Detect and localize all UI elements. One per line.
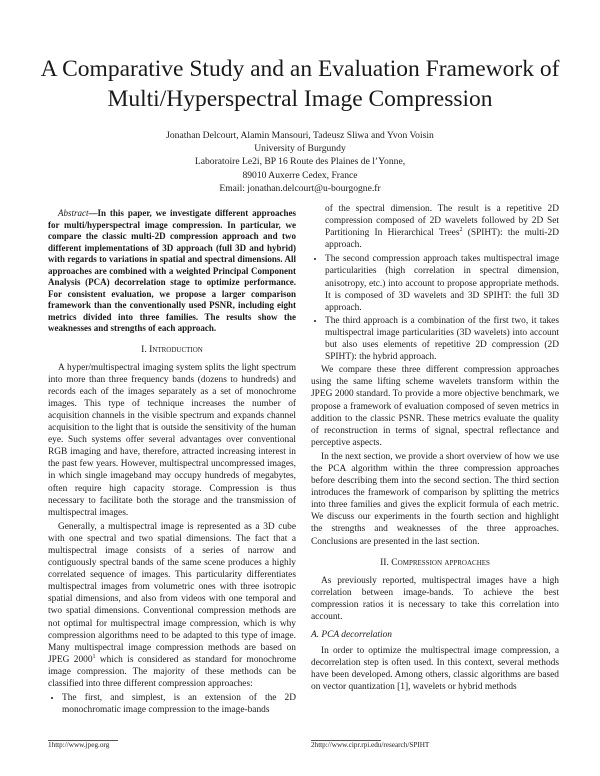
- intro-paragraph-1: A hyper/multispectral imaging system splits the light spectrum into more than three frequency bands (dozens to hundreds) and records each of the images separately as a set of monochrome images. This type of technique increases the number of acquisition channels in the visible spectrum and expands channel acquisition to the light that is outside the sensitivity of the human eye. Such systems offer several advantages over conventional RGB imaging and have, therefore, attracted increasing interest in the past few years. However, multispectral uncompressed images, in which single imageband may occupy hundreds of megabytes, often require high capacity storage. Compression is thus necessary to facilitate both the storage and the transmission of multispectral images.: [48, 362, 296, 518]
- affiliation-lab: Laboratoire Le2i, BP 16 Route des Plaines de l’Yonne,: [194, 156, 406, 168]
- intro-paragraph-2: [48, 521, 296, 690]
- intro-paragraph-4: In the next section, we provide a short overview of how we use the PCA algorithm within the three compression approaches before describing them into the second section. The third section introduces the framework of comparison by splitting the metrics into three families and gives the explicit formula of each metric. We discuss our experiments in the fourth section and highlight the strengths and weaknesses of the three approaches. Conclusions are presented in the last section.: [311, 451, 559, 547]
- author-names: Jonathan Delcourt, Alamin Mansouri, Tadeusz Sliwa and Yvon Voisin: [166, 130, 434, 141]
- footnote-marker-2: 2: [459, 227, 463, 234]
- author-email: Email: jonathan.delcourt@u-bourgogne.fr: [219, 182, 381, 194]
- intro-paragraph-2-text-b: which is considered as standard for monochrome image compression. The majority of these methods can be classified into three different compression approaches:: [48, 654, 297, 690]
- right-column: [311, 203, 559, 696]
- section-heading-compression: II. Compression approaches: [380, 556, 490, 568]
- intro-paragraph-3: We compare these three different compression approaches using the same lifting scheme wavelets transform within the JPEG 2000 standard. To provide a more objective benchmark, we propose a framework of evaluation composed of seven metrics in addition to the classic PSNR. These metrics evaluate the quality of reconstruction in terms of signal, spectral reflectance and perceptive aspects.: [311, 365, 559, 448]
- footnote-2: 2http://www.cipr.rpi.edu/research/SPIHT: [311, 741, 430, 749]
- approach-list-item-1-text-b: (SPIHT): the multi-2D approach.: [325, 228, 559, 251]
- author-block: [60, 129, 540, 195]
- paper-title: A Comparative Study and an Evaluation Framework of Multi/Hyperspectral Image Compression: [40, 56, 560, 112]
- section-heading-introduction: I. Introduction: [141, 343, 203, 355]
- abstract: Abstract—In this paper, we investigate different approaches for multi/hyperspectral image compression. In particular, we compare the classic multi-2D compression approach and two different implementations of 3D approach (full 3D and hybrid) with regards to variations in spatial and spectral dimensions. All approaches are combined with a weighted Principal Component Analysis (PCA) decorrelation stage to optimize performance. For consistent evaluation, we propose a larger comparison framework than the conventionally used PSNR, including eight metrics divided into three families. The results show the weaknesses and strengths of each approach.: [48, 208, 296, 333]
- footnote-left: [48, 740, 296, 750]
- affiliation-city: 89010 Auxerre Cedex, France: [242, 169, 358, 181]
- affiliation-university: University of Burgundy: [254, 143, 346, 155]
- approach-list-item-2: • The second compression approach takes multispectral image particularities (high correlation in spectral dimension, anisotropy, etc.) into account to propose appropriate methods. It is composed of 3D wavelets and 3D SPIHT: the full 3D approach.: [325, 253, 559, 313]
- abstract-lead: Abstract: [58, 208, 89, 218]
- approach-list-continued: [311, 253, 559, 363]
- section2-paragraph-1: As previously reported, multispectral images have a high correlation between image-bands. To achieve the best compression ratios it is necessary to take this correlation into account.: [311, 575, 559, 622]
- footnote-marker-1: 1: [92, 653, 96, 660]
- footnote-1: 1http://www.jpeg.org: [48, 741, 110, 749]
- approach-list-item-1-part-a: • The first, and simplest, is an extension of the 2D monochromatic image compression to the image-bands: [62, 692, 296, 716]
- subsection-heading-pca: A. PCA decorrelation: [311, 630, 392, 641]
- approach-list-item-1-text-a: of the spectral dimension. The result is a repetitive 2D compression composed of 2D wavelets followed by 2D Set Partitioning In Hierarchical Trees: [325, 204, 559, 239]
- approach-list-item-1-part-b: [311, 203, 559, 251]
- section2-paragraph-2: In order to optimize the multispectral image compression, a decorrelation step is often used. In this context, several methods have been developed. Among others, classic algorithms are based on vector quantization [1], wavelets or hybrid methods: [311, 646, 559, 693]
- footnote-right: [311, 740, 559, 750]
- approach-list: [48, 692, 296, 716]
- approach-list-item-3: • The third approach is a combination of the first two, it takes multispectral image particularities (3D wavelets) into account but also uses elements of repetitive 2D compression (2D SPIHT): the hybrid approach.: [325, 315, 559, 363]
- intro-paragraph-2-text-a: Generally, a multispectral image is represented as a 3D cube with one spectral and two spatial dimensions. The fact that a multispectral image consists of a series of narrow and contiguously spectral bands of the same scene produces a highly correlated sequence of images. This particularity differentiates multispectral images from volumetric ones with three isotropic spatial dimensions, and also from videos with one temporal and two spatial dimensions. Conventional compression methods are not optimal for multispectral image compression, which is why compression algorithms need to be adapted to this type of image. Many multispectral image compression methods are based on JPEG 2000: [48, 521, 296, 665]
- left-column: [48, 208, 296, 717]
- abstract-text: In this paper, we investigate different approaches for multi/hyperspectral image compression. In particular, we compare the classic multi-2D compression approach and two different implementations of 3D approach (full 3D and hybrid) with regards to variations in spatial and spectral dimensions. All approaches are combined with a weighted Principal Component Analysis (PCA) decorrelation stage to optimize performance. For consistent evaluation, we propose a larger comparison framework than the conventionally used PSNR, including eight metrics divided into three families. The results show the weaknesses and strengths of each approach.: [48, 208, 296, 333]
